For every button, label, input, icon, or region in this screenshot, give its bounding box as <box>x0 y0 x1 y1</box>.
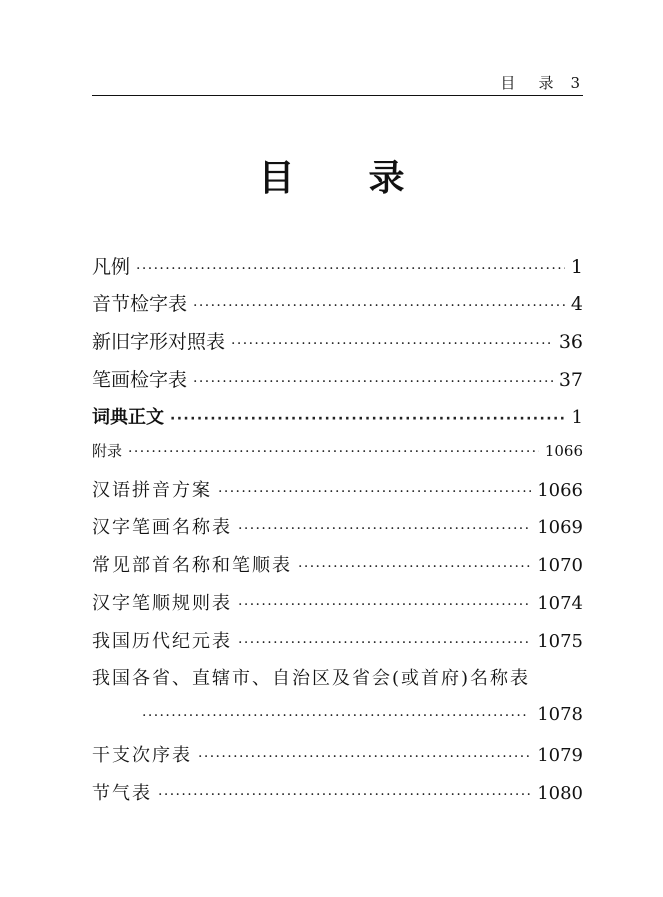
toc-entry-page: 1078 <box>537 704 583 725</box>
toc-entry-stroke-index[interactable] <box>92 365 583 392</box>
dot-leader <box>238 597 531 613</box>
toc-entry-dynasty-eras[interactable] <box>92 627 583 653</box>
toc-entry-fanli[interactable] <box>92 252 583 279</box>
toc-entry-provinces-leader-line[interactable] <box>142 704 583 725</box>
dot-leader <box>198 749 531 765</box>
page-title <box>0 150 663 201</box>
running-header-title-char2: 录 <box>538 74 555 92</box>
toc-entry-page: 1 <box>570 256 583 278</box>
running-header-title-char1: 目 <box>500 74 517 92</box>
page-title-char2: 录 <box>368 158 405 199</box>
toc-entry-title: 我国历代纪元表 <box>92 631 232 652</box>
dot-leader <box>193 298 565 314</box>
toc-entry-title: 干支次序表 <box>92 745 192 766</box>
running-header-page-number: 3 <box>570 74 581 92</box>
dot-leader <box>218 484 531 500</box>
dot-leader <box>298 559 531 575</box>
dot-leader <box>170 411 566 427</box>
toc-entry-page: 1070 <box>537 555 583 576</box>
toc-entry-radical-names[interactable] <box>92 551 583 577</box>
toc-entry-page: 1066 <box>537 480 583 501</box>
toc-entry-title: 音节检字表 <box>92 293 188 315</box>
toc-entry-syllable-index[interactable] <box>92 289 583 316</box>
toc-entry-pinyin-scheme[interactable] <box>92 476 583 502</box>
toc-entry-title: 汉语拼音方案 <box>92 480 212 501</box>
toc-entry-title: 附录 <box>92 442 123 460</box>
dot-leader <box>128 444 539 460</box>
toc-entry-title: 汉字笔画名称表 <box>92 517 232 538</box>
toc-entry-page: 36 <box>558 331 583 353</box>
header-rule <box>92 95 583 96</box>
toc-entry-page: 1074 <box>537 593 583 614</box>
toc-entry-appendix[interactable] <box>92 440 583 461</box>
toc-entry-page: 1 <box>571 407 583 428</box>
toc-entry-title: 汉字笔顺规则表 <box>92 593 232 614</box>
toc-entry-page: 1080 <box>537 783 583 804</box>
dot-leader <box>158 787 531 803</box>
toc-entry-solar-terms[interactable] <box>92 779 583 805</box>
dot-leader <box>142 708 529 724</box>
toc-entry-stroke-names[interactable] <box>92 513 583 539</box>
toc-entry-dictionary-body[interactable] <box>92 403 583 429</box>
running-header <box>500 72 581 93</box>
toc-entry-title: 词典正文 <box>92 407 164 428</box>
toc-entry-title: 笔画检字表 <box>92 369 188 391</box>
toc-entry-title: 凡例 <box>92 256 131 278</box>
toc-entry-page: 1075 <box>537 631 583 652</box>
toc-entry-page: 4 <box>570 293 583 315</box>
toc-entry-title: 常见部首名称和笔顺表 <box>92 555 292 576</box>
toc-entry-title: 节气表 <box>92 783 152 804</box>
toc-entry-page: 1069 <box>537 517 583 538</box>
dot-leader <box>136 261 565 277</box>
toc-entry-stroke-order-rules[interactable] <box>92 589 583 615</box>
toc-entry-page: 1079 <box>537 745 583 766</box>
dot-leader <box>231 336 553 352</box>
dot-leader <box>193 374 553 390</box>
toc-entry-title: 新旧字形对照表 <box>92 331 226 353</box>
dot-leader <box>238 521 531 537</box>
toc-entry-page: 37 <box>558 369 583 391</box>
toc-entry-page: 1066 <box>544 442 583 460</box>
toc-entry-ganzhi-order[interactable] <box>92 741 583 767</box>
toc-entry-provinces-title[interactable]: 我国各省、直辖市、自治区及省会(或首府)名称表 <box>92 668 531 689</box>
dot-leader <box>238 635 531 651</box>
toc-entry-old-new-glyph-table[interactable] <box>92 327 583 354</box>
page-title-char1: 目 <box>258 158 295 199</box>
